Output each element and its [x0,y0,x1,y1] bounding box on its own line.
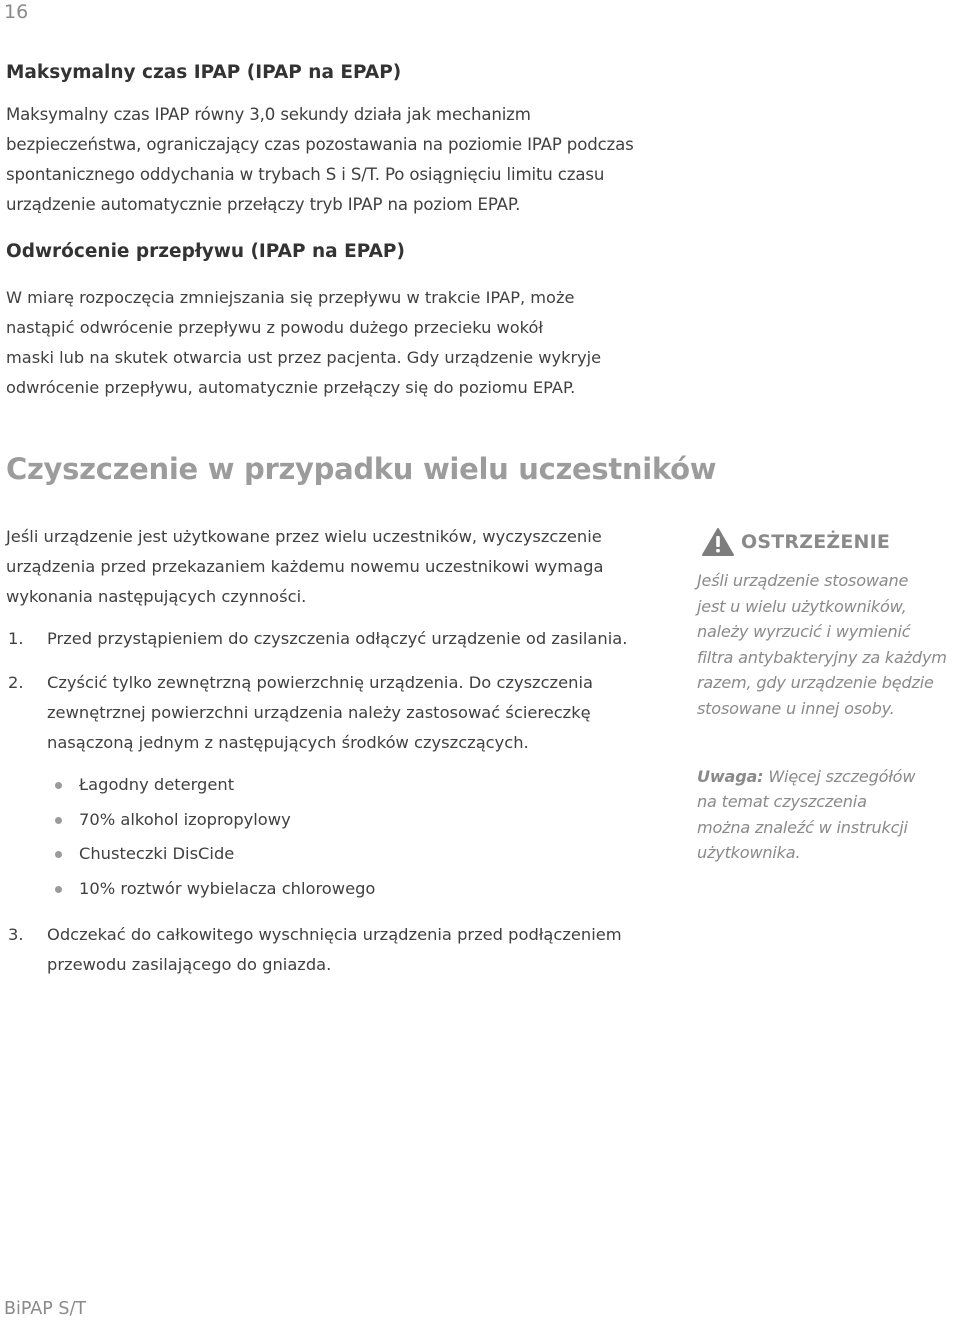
bullet-icon [55,886,62,893]
section-max-ipap [6,60,686,220]
text-line: przewodu zasilającego do gniazda. [47,955,332,974]
text-line: wykonania następujących czynności. [6,587,307,606]
sidebar-warning-panel [697,522,957,866]
text-line: Czyścić tylko zewnętrzną powierzchnię urządzenia. Do czyszczenia [47,673,593,692]
text-line: jest u wielu użytkowników, [697,596,907,616]
paragraph-max-ipap [6,100,686,220]
text-line: Przed przystąpieniem do czyszczenia odłączyć urządzenie od zasilania. [47,629,628,648]
text-line: W miarę rozpoczęcia zmniejszania się przepływu w trakcie IPAP, może [6,288,575,307]
text-line: należy wyrzucić i wymienić [697,622,911,642]
paragraph-flow-reversal [6,283,686,403]
section-heading-cleaning: Czyszczenie w przypadku wielu uczestników [6,452,717,486]
warning-title: OSTRZEŻENIE [741,531,891,553]
cleaning-steps-list [6,624,678,980]
section-cleaning [6,522,678,980]
step-number: 1. [8,629,24,648]
text-line: maski lub na skutek otwarcia ust przez pacjenta. Gdy urządzenie wykryje [6,348,602,367]
bullet-icon [55,851,62,858]
bullet-text: 70% alkohol izopropylowy [79,809,291,829]
list-item [47,837,678,872]
bullet-text: Chusteczki DisCide [79,844,235,863]
text-line: można znaleźć w instrukcji [697,817,908,837]
cleaning-agents-list [47,768,678,906]
section-heading-max-ipap: Maksymalny czas IPAP (IPAP na EPAP) [6,62,402,83]
list-item [6,668,678,906]
list-item [6,624,678,654]
text-line: urządzenia przed przekazaniem każdemu nowemu uczestnikowi wymaga [6,557,604,576]
note-text [697,764,957,866]
paragraph-cleaning-intro [6,522,678,612]
section-heading-flow-reversal: Odwrócenie przepływu (IPAP na EPAP) [6,241,405,262]
text-line: nastąpić odwrócenie przepływu z powodu dużego przecieku wokół [6,318,543,337]
text-line: urządzenie automatycznie przełączy tryb IPAP na poziom EPAP. [6,195,521,214]
text-line: Więcej szczegółów [763,766,916,786]
text-line: stosowane u innej osoby. [697,698,895,718]
bullet-text: Łagodny detergent [79,775,235,794]
bullet-icon [55,782,62,789]
section-flow-reversal [6,239,686,403]
text-line: razem, gdy urządzenie będzie [697,673,934,693]
list-item [47,768,678,803]
text-line: spontanicznego oddychania w trybach S i S/T. Po osiągnięciu limitu czasu [6,165,605,184]
text-line: na temat czyszczenia [697,792,867,812]
text-line: zewnętrznej powierzchni urządzenia należy zastosować ściereczkę [47,703,591,722]
text-line: Odczekać do całkowitego wyschnięcia urządzenia przed podłączeniem [47,925,622,944]
bullet-icon [55,817,62,824]
step-number: 3. [8,925,24,944]
text-line: filtra antybakteryjny za każdym [697,647,947,667]
list-item [47,803,678,838]
page-number: 16 [4,1,29,23]
text-line: bezpieczeństwa, ograniczający czas pozostawania na poziomie IPAP podczas [6,135,634,154]
text-line: Jeśli urządzenie stosowane [697,571,909,590]
text-line: nasączoną jednym z następujących środków czyszczących. [47,733,529,752]
text-line: Maksymalny czas IPAP równy 3,0 sekundy działa jak mechanizm [6,105,531,124]
list-item [6,920,678,980]
list-item [47,872,678,907]
text-line: odwrócenie przepływu, automatycznie przełączy się do poziomu EPAP. [6,378,576,397]
text-line: Jeśli urządzenie jest użytkowane przez wielu uczestników, wyczyszczenie [6,527,602,546]
warning-header [697,522,957,562]
step-number: 2. [8,673,24,692]
text-line: użytkownika. [697,843,801,863]
note-label: Uwaga: [697,766,764,786]
bullet-text: 10% roztwór wybielacza chlorowego [79,878,376,898]
warning-triangle-icon [701,527,735,557]
footer-product-name: BiPAP S/T [4,1299,87,1319]
warning-text [697,568,957,722]
